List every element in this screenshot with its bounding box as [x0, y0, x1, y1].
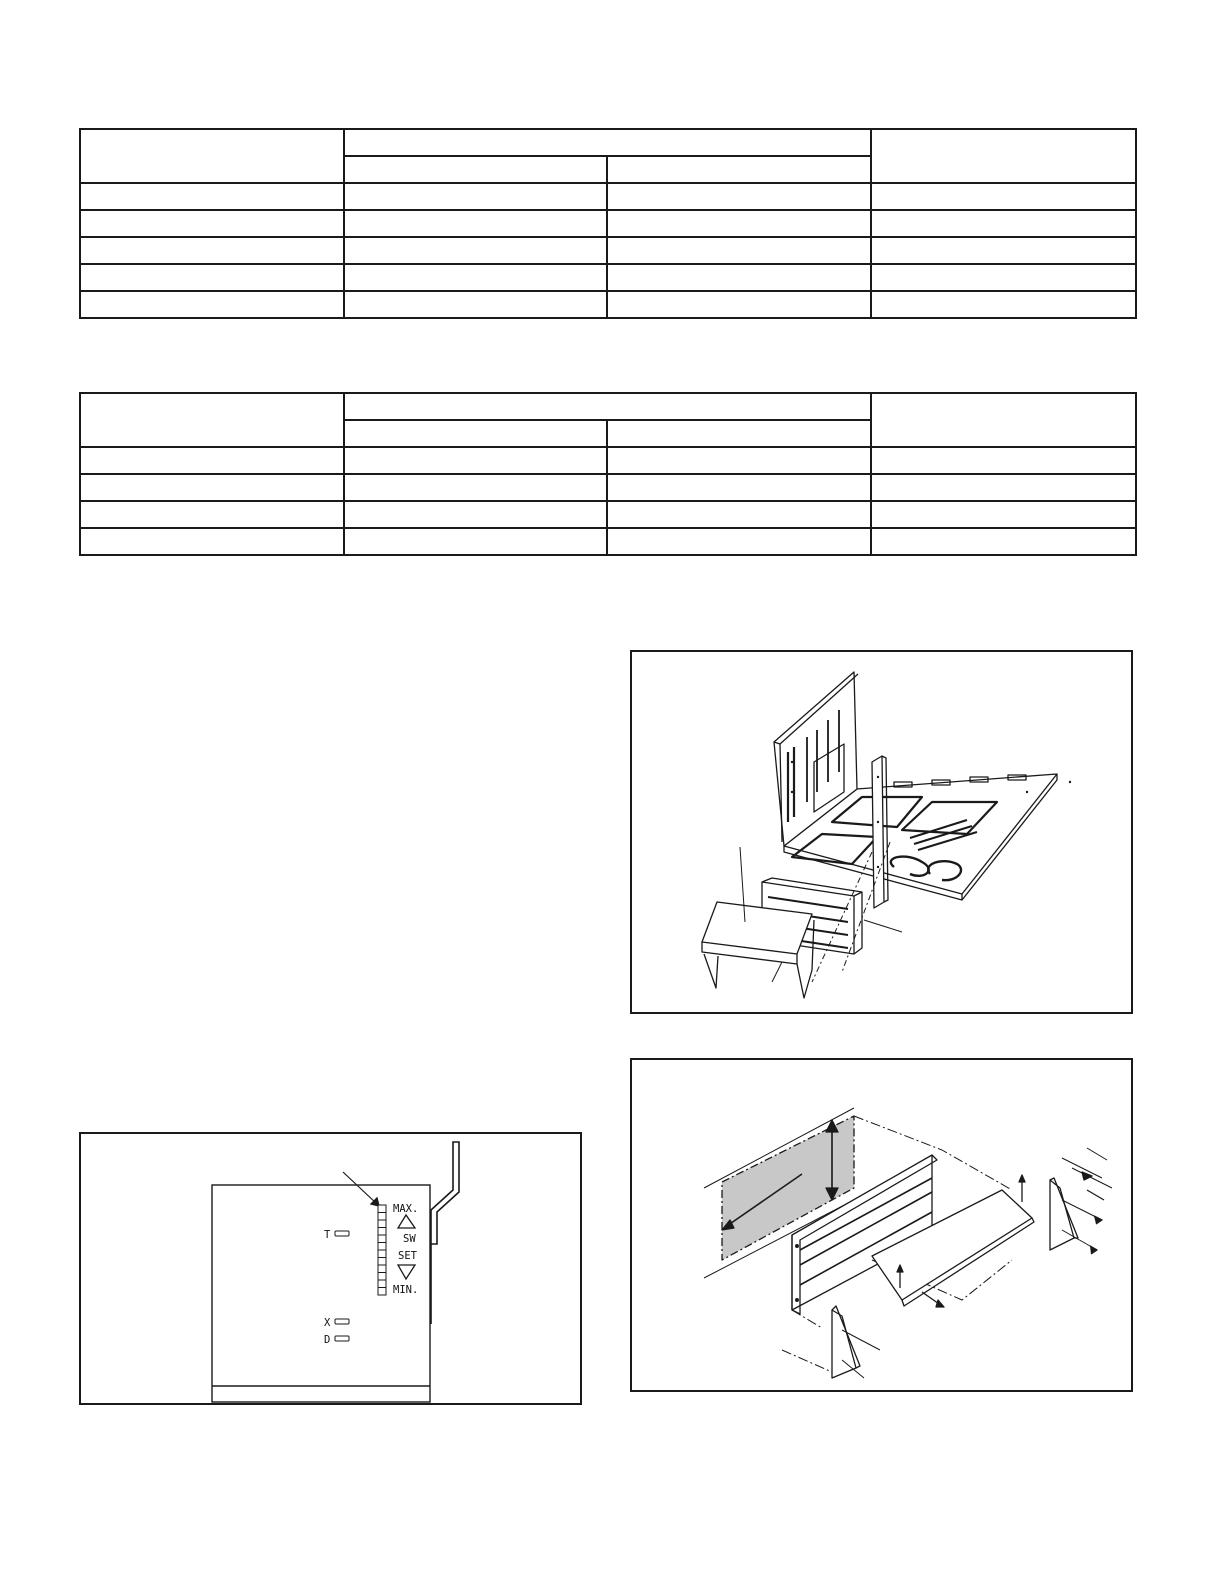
- table-cell: [344, 528, 607, 555]
- table-cell: [344, 291, 607, 318]
- table-header-cell: [344, 129, 871, 156]
- max-label: MAX.: [393, 1203, 419, 1215]
- level-segment: [378, 1235, 386, 1243]
- table-cell: [344, 210, 607, 237]
- table-header-cell: [871, 129, 1136, 183]
- table-cell: [871, 264, 1136, 291]
- table-cell: [80, 264, 344, 291]
- table-cell: [80, 474, 344, 501]
- d-label: D: [324, 1334, 331, 1346]
- table-header-row: [80, 393, 1136, 420]
- table-cell: [607, 528, 871, 555]
- table-row: [80, 447, 1136, 474]
- min-label: MIN.: [393, 1284, 419, 1296]
- table-cell: [607, 474, 871, 501]
- table-row: [80, 291, 1136, 318]
- table-cell: [607, 210, 871, 237]
- level-segment: [378, 1205, 386, 1213]
- set-label: SET: [398, 1250, 417, 1262]
- table-header-cell: [344, 156, 607, 183]
- table-header-cell: [344, 393, 871, 420]
- spec-table-2: [79, 392, 1137, 556]
- table-header-row: [80, 129, 1136, 156]
- table-row: [80, 183, 1136, 210]
- side-panel-left: [832, 1310, 856, 1378]
- mounting-bracket: [430, 1142, 459, 1324]
- table-cell: [80, 210, 344, 237]
- table-cell: [871, 183, 1136, 210]
- table-cell: [871, 237, 1136, 264]
- control-panel-figure: [79, 1132, 582, 1405]
- table-header-cell: [871, 393, 1136, 447]
- level-indicator: [378, 1205, 386, 1295]
- level-segment: [378, 1288, 386, 1296]
- level-segment: [378, 1213, 386, 1221]
- level-segment: [378, 1228, 386, 1236]
- table-cell: [607, 183, 871, 210]
- table-header-cell: [607, 156, 871, 183]
- table-cell: [80, 291, 344, 318]
- table-header-cell: [80, 129, 344, 183]
- level-segment: [378, 1243, 386, 1251]
- panel-removal-figure: [630, 1058, 1133, 1392]
- table-cell: [80, 528, 344, 555]
- level-segment: [378, 1273, 386, 1281]
- control-panel-drawing: [81, 1134, 580, 1403]
- table-cell: [607, 291, 871, 318]
- table-row: [80, 210, 1136, 237]
- table-cell: [871, 501, 1136, 528]
- table-row: [80, 237, 1136, 264]
- table-cell: [80, 237, 344, 264]
- panel-removal-drawing: [632, 1060, 1131, 1390]
- table-cell: [80, 183, 344, 210]
- t-label: T: [324, 1229, 331, 1241]
- table-cell: [80, 501, 344, 528]
- table-cell: [607, 264, 871, 291]
- table-cell: [871, 291, 1136, 318]
- table-cell: [871, 474, 1136, 501]
- table-cell: [607, 501, 871, 528]
- sw-label: SW: [403, 1233, 416, 1245]
- table-cell: [871, 447, 1136, 474]
- side-panel-right: [1050, 1180, 1074, 1250]
- table-header-cell: [80, 393, 344, 447]
- table-row: [80, 474, 1136, 501]
- table-cell: [344, 264, 607, 291]
- table-row: [80, 528, 1136, 555]
- table-header-cell: [344, 420, 607, 447]
- table-cell: [607, 237, 871, 264]
- x-label: X: [324, 1317, 331, 1329]
- table-row: [80, 501, 1136, 528]
- table-cell: [344, 501, 607, 528]
- table-cell: [871, 210, 1136, 237]
- table-cell: [344, 237, 607, 264]
- table-cell: [607, 447, 871, 474]
- level-segment: [378, 1265, 386, 1273]
- table-cell: [344, 183, 607, 210]
- level-segment: [378, 1258, 386, 1266]
- table-cell: [871, 528, 1136, 555]
- table-row: [80, 264, 1136, 291]
- level-segment: [378, 1280, 386, 1288]
- level-segment: [378, 1220, 386, 1228]
- level-segment: [378, 1250, 386, 1258]
- table-header-cell: [607, 420, 871, 447]
- table-cell: [344, 474, 607, 501]
- spec-table-1: [79, 128, 1137, 319]
- table-cell: [344, 447, 607, 474]
- exploded-view-drawing: [632, 652, 1131, 1012]
- table-cell: [80, 447, 344, 474]
- exploded-view-figure: [630, 650, 1133, 1014]
